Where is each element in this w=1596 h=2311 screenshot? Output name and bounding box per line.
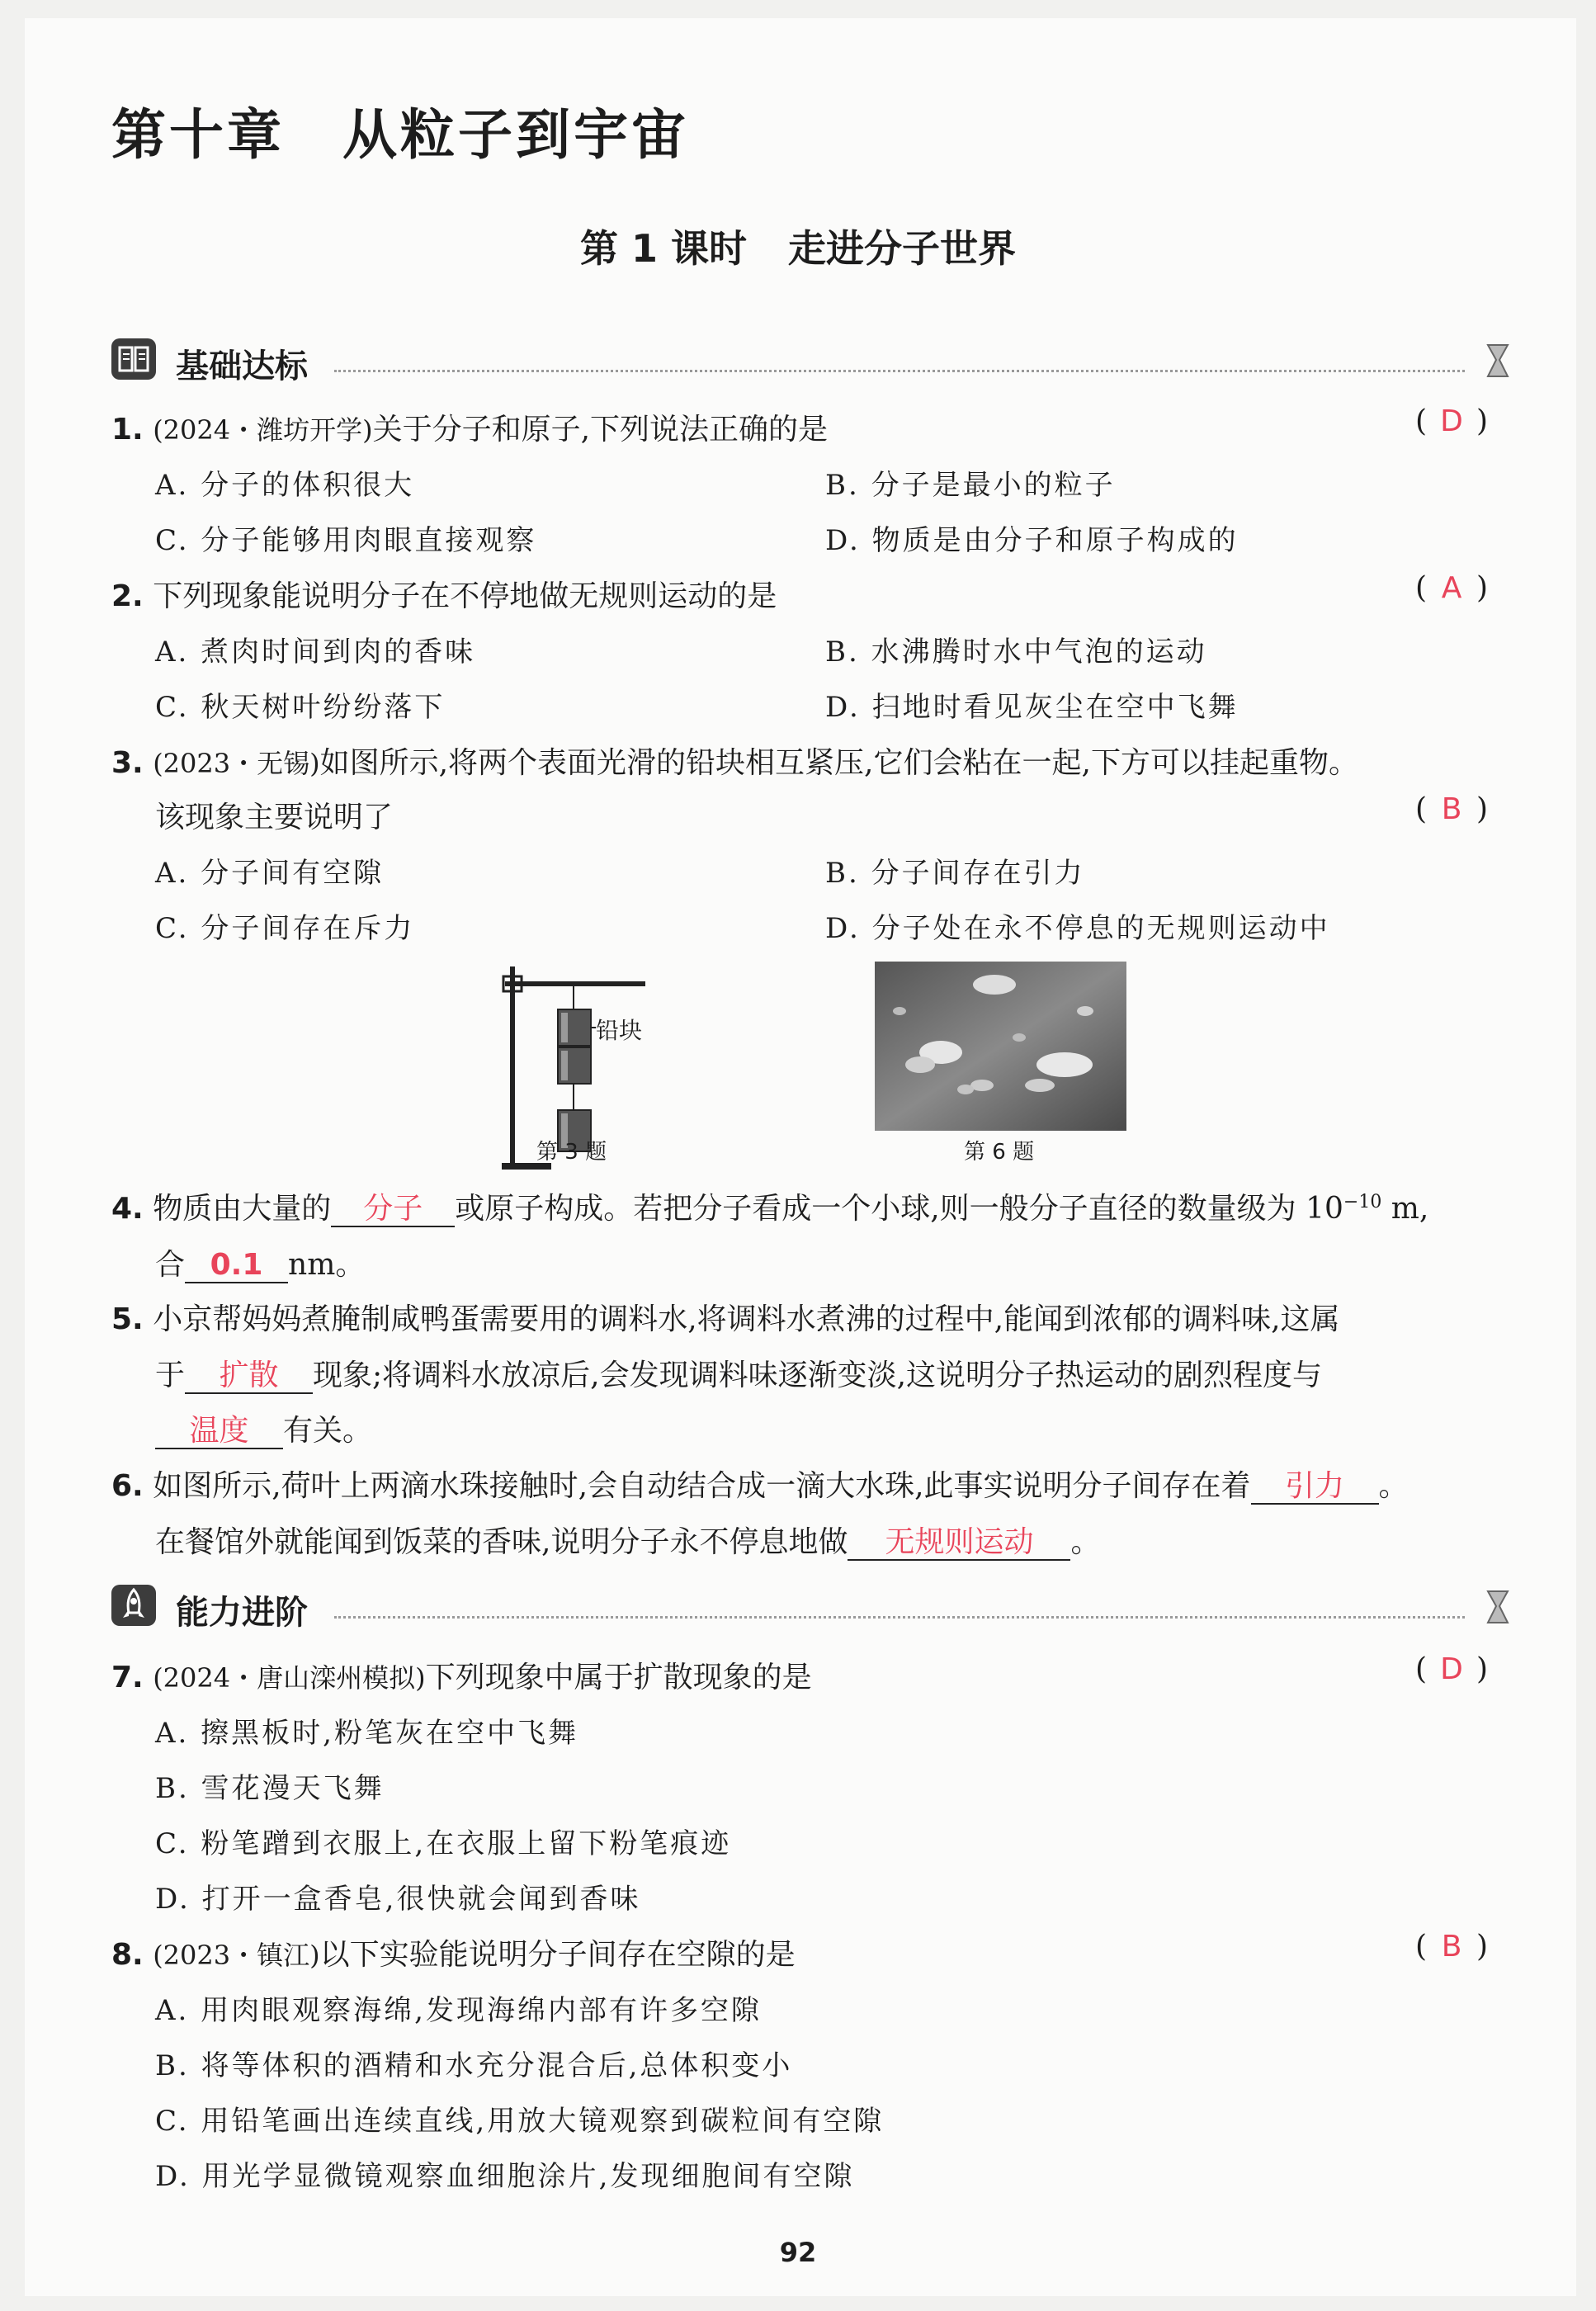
answer-letter: B xyxy=(1441,792,1462,826)
q6-blank-2: 无规则运动 xyxy=(848,1526,1070,1561)
question-stem: 以下实验能说明分子间存在空隙的是 xyxy=(319,1938,796,1972)
section-header-basic xyxy=(111,338,1514,385)
paren-right: ) xyxy=(1476,404,1489,438)
figure-caption-6: 第 6 题 xyxy=(964,1140,1035,1165)
question-4 xyxy=(111,1185,1428,1227)
answer-slot-2 xyxy=(1415,571,1488,605)
section-divider xyxy=(334,370,1465,372)
figure-water-droplets xyxy=(875,962,1126,1131)
option-3c: C. 分子间存在斥力 xyxy=(155,912,415,945)
paren-right: ) xyxy=(1476,1652,1489,1686)
paren-left: ( xyxy=(1415,1930,1428,1964)
option-7b: B. 雪花漫天飞舞 xyxy=(155,1772,385,1805)
section-label: 能力进阶 xyxy=(176,1594,308,1632)
q4-text-3: m, xyxy=(1381,1192,1429,1226)
question-5-line-3 xyxy=(155,1407,372,1449)
q5-blank-1: 扩散 xyxy=(185,1359,313,1394)
option-3d: D. 分子处在永不停息的无规则运动中 xyxy=(825,912,1330,945)
q4-text-2: 或原子构成。若把分子看成一个小球,则一般分子直径的数量级为 10 xyxy=(455,1192,1343,1226)
option-7a: A. 擦黑板时,粉笔灰在空中飞舞 xyxy=(155,1717,578,1750)
q5-text-4: 有关。 xyxy=(283,1414,373,1448)
question-3 xyxy=(111,740,1358,782)
option-8c: C. 用铅笔画出连续直线,用放大镜观察到碳粒间有空隙 xyxy=(155,2105,885,2138)
lesson-number: 第 1 课时 xyxy=(579,226,748,271)
question-stem: 关于分子和原子,下列说法正确的是 xyxy=(372,413,829,447)
option-2a: A. 煮肉时间到肉的香味 xyxy=(155,636,476,669)
book-icon xyxy=(111,338,156,380)
question-6 xyxy=(111,1463,1409,1505)
option-1a: A. 分子的体积很大 xyxy=(155,469,415,502)
lesson-name: 走进分子世界 xyxy=(788,226,1017,271)
option-1c: C. 分子能够用肉眼直接观察 xyxy=(155,524,537,557)
paren-left: ( xyxy=(1415,571,1428,605)
option-3b: B. 分子间存在引力 xyxy=(825,857,1085,890)
answer-letter: B xyxy=(1441,1930,1462,1964)
chapter-name: 从粒子到宇宙 xyxy=(342,103,689,167)
q4-blank-1: 分子 xyxy=(331,1193,455,1227)
hourglass-icon xyxy=(1481,1588,1514,1626)
question-source: (2024・潍坊开学) xyxy=(153,414,373,446)
option-8b: B. 将等体积的酒精和水充分混合后,总体积变小 xyxy=(155,2049,793,2082)
question-source: (2023・无锡) xyxy=(153,748,320,779)
question-number: 3. xyxy=(111,746,144,780)
question-number: 6. xyxy=(111,1469,144,1503)
q5-blank-2: 温度 xyxy=(155,1415,283,1449)
paren-right: ) xyxy=(1476,792,1489,826)
question-number: 4. xyxy=(111,1192,144,1226)
q6-text-3: 在餐馆外就能闻到饭菜的香味,说明分子永不停息地做 xyxy=(155,1525,848,1559)
question-3-stem-cont: 该现象主要说明了 xyxy=(155,801,394,834)
page-number: 92 xyxy=(779,2237,817,2268)
question-2 xyxy=(111,573,777,615)
paren-left: ( xyxy=(1415,792,1428,826)
option-8d: D. 用光学显微镜观察血细胞涂片,发现细胞间有空隙 xyxy=(155,2160,855,2193)
question-5 xyxy=(111,1296,1340,1338)
question-number: 2. xyxy=(111,579,144,613)
section-header-advanced xyxy=(111,1585,1514,1632)
question-stem: 下列现象中属于扩散现象的是 xyxy=(425,1661,812,1694)
option-3a: A. 分子间有空隙 xyxy=(155,857,385,890)
question-source: (2024・唐山滦州模拟) xyxy=(153,1662,426,1694)
figure-caption-3: 第 3 题 xyxy=(536,1140,607,1165)
option-2c: C. 秋天树叶纷纷落下 xyxy=(155,691,446,724)
question-stem: 下列现象能说明分子在不停地做无规则运动的是 xyxy=(153,579,777,613)
paren-left: ( xyxy=(1415,404,1428,438)
chapter-number: 第十章 xyxy=(111,103,285,167)
hourglass-icon xyxy=(1481,342,1514,380)
question-8 xyxy=(111,1931,796,1973)
question-number: 5. xyxy=(111,1302,144,1336)
option-1d: D. 物质是由分子和原子构成的 xyxy=(825,524,1239,557)
option-1b: B. 分子是最小的粒子 xyxy=(825,469,1116,502)
q6-text-4: 。 xyxy=(1070,1525,1101,1559)
question-4-line-2 xyxy=(155,1241,365,1283)
section-label: 基础达标 xyxy=(176,347,308,385)
option-2d: D. 扫地时看见灰尘在空中飞舞 xyxy=(825,691,1239,724)
lesson-title xyxy=(0,219,1596,273)
question-1 xyxy=(111,406,828,448)
question-number: 7. xyxy=(111,1661,144,1694)
answer-slot-8 xyxy=(1415,1930,1488,1964)
q4-exponent: −10 xyxy=(1343,1192,1382,1212)
answer-letter: D xyxy=(1440,404,1463,438)
paren-left: ( xyxy=(1415,1652,1428,1686)
option-7c: C. 粉笔蹭到衣服上,在衣服上留下粉笔痕迹 xyxy=(155,1827,732,1860)
answer-letter: D xyxy=(1440,1652,1463,1686)
option-7d: D. 打开一盒香皂,很快就会闻到香味 xyxy=(155,1883,641,1916)
q5-text-1: 小京帮妈妈煮腌制咸鸭蛋需要用的调料水,将调料水煮沸的过程中,能闻到浓郁的调料味,这属 xyxy=(153,1302,1340,1336)
question-7 xyxy=(111,1654,812,1696)
question-source: (2023・镇江) xyxy=(153,1940,320,1971)
question-number: 8. xyxy=(111,1938,144,1972)
answer-slot-1 xyxy=(1415,404,1488,438)
question-6-line-2 xyxy=(155,1519,1100,1561)
q5-text-2: 于 xyxy=(155,1359,186,1392)
option-2b: B. 水沸腾时水中气泡的运动 xyxy=(825,636,1207,669)
paren-right: ) xyxy=(1476,571,1489,605)
q6-text-1: 如图所示,荷叶上两滴水珠接触时,会自动结合成一滴大水珠,此事实说明分子间存在着 xyxy=(153,1469,1251,1503)
figure-label-lead-block: 铅块 xyxy=(596,1017,643,1044)
option-8a: A. 用肉眼观察海绵,发现海绵内部有许多空隙 xyxy=(155,1994,762,2027)
paren-right: ) xyxy=(1476,1930,1489,1964)
question-number: 1. xyxy=(111,413,144,447)
q4-blank-2: 0.1 xyxy=(185,1249,288,1283)
question-stem: 如图所示,将两个表面光滑的铅块相互紧压,它们会粘在一起,下方可以挂起重物。 xyxy=(319,746,1358,780)
rocket-icon xyxy=(111,1585,156,1626)
chapter-title xyxy=(111,91,689,169)
section-divider xyxy=(334,1616,1465,1619)
q4-text-4: 合 xyxy=(155,1248,186,1282)
question-5-line-2 xyxy=(155,1352,1322,1394)
answer-slot-7 xyxy=(1415,1652,1488,1686)
q4-text-1: 物质由大量的 xyxy=(153,1192,332,1226)
q4-text-5: nm。 xyxy=(288,1248,366,1282)
q6-text-2: 。 xyxy=(1378,1469,1409,1503)
answer-slot-3 xyxy=(1415,792,1488,826)
q5-text-3: 现象;将调料水放凉后,会发现调料味逐渐变淡,这说明分子热运动的剧烈程度与 xyxy=(313,1359,1323,1392)
answer-letter: A xyxy=(1441,571,1462,605)
q6-blank-1: 引力 xyxy=(1251,1470,1379,1505)
